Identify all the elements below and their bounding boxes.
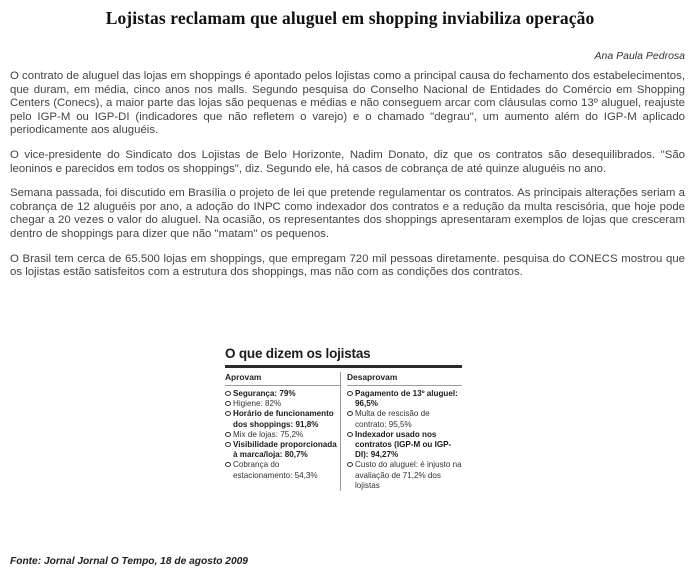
list-item — [225, 440, 340, 460]
source-credit: Fonte: Jornal Jornal O Tempo, 18 de agosto 2009 — [10, 556, 248, 567]
approve-column — [225, 372, 340, 491]
list-item — [347, 430, 462, 461]
list-item — [225, 399, 340, 409]
list-item-text: Mix de lojas: 75,2% — [233, 429, 304, 439]
bullet-icon — [347, 391, 353, 396]
list-item — [347, 460, 462, 491]
article-title: Lojistas reclamam que aluguel em shopping inviabiliza operação — [105, 8, 595, 28]
list-item-text: Cobrança do estacionamento: 54,3% — [233, 460, 318, 480]
bullet-icon — [225, 411, 231, 416]
author-byline: Ana Paula Pedrosa — [594, 50, 685, 62]
list-item — [225, 460, 340, 480]
bullet-icon — [225, 432, 231, 437]
approve-list — [225, 389, 340, 481]
bullet-icon — [225, 391, 231, 396]
bullet-icon — [347, 462, 353, 467]
bullet-icon — [225, 462, 231, 467]
list-item-text: Custo do aluguel: é injusto na avaliação de 71,2% dos lojistas — [355, 460, 462, 490]
list-item-text: Multa de rescisão de contrato: 95,5% — [355, 409, 430, 429]
bullet-icon — [225, 442, 231, 447]
list-item — [225, 389, 340, 399]
list-item-text: Horário de funcionamento dos shoppings: 91,8% — [233, 409, 334, 429]
disapprove-heading: Desaprovam — [347, 372, 462, 386]
infographic — [225, 345, 462, 523]
paragraph: O contrato de aluguel das lojas em shoppings é apontado pelos lojistas como a principal causa do fechamento dos estabelecimentos, que duram, em média, cinco anos nos malls. Segundo pesquisa do Conselho Nacional de Entidades do Comércio em Shopping Centers (Conecs), a maior parte das lojas são pequenas e médias e não conseguem arcar com cláusulas como 13º aluguel, reajuste pelo IGP-M ou IGP-DI (indicadores que não refletem o varejo) e o chamado "degrau", um aumento além do IGP-M aplicado periodicamente aos aluguéis. — [10, 70, 685, 137]
list-item-text: Higiene: 82% — [233, 399, 282, 409]
list-item — [347, 389, 462, 409]
divider — [225, 365, 462, 368]
list-item-text: Pagamento de 13º aluguel: 96,5% — [355, 389, 458, 409]
bullet-icon — [347, 411, 353, 416]
bullet-icon — [347, 432, 353, 437]
article-body — [10, 70, 685, 291]
approve-heading: Aprovam — [225, 372, 340, 386]
disapprove-list — [347, 389, 462, 491]
list-item — [225, 409, 340, 429]
paragraph: Semana passada, foi discutido em Brasília o projeto de lei que pretende regulamentar os contratos. As principais alterações seriam a cobrança de 12 aluguéis por ano, a adoção do INPC como indexador dos contratos e a redução da multa rescisória, que hoje pode chegar a 20 vezes o valor do aluguel. Na ocasião, os representantes dos shoppings apresentaram exemplos de lojas que cresceram dentro de shoppings para dizer que não "matam" os pequenos. — [10, 187, 685, 240]
list-item — [225, 430, 340, 440]
list-item-text: Segurança: 79% — [233, 389, 296, 398]
paragraph: O vice-presidente do Sindicato dos Lojistas de Belo Horizonte, Nadim Donato, diz que os contratos são desequilibrados. "São leoninos e parecidos em todos os shoppings", diz. Segundo ele, há casos de cobrança de até quinze aluguéis no ano. — [10, 148, 685, 175]
paragraph: O Brasil tem cerca de 65.500 lojas em shoppings, que empregam 720 mil pessoas diretamente. pesquisa do CONECS mostrou que os lojistas estão satisfeitos com a estrutura dos shoppings, mas não com as condições dos contratos. — [10, 252, 685, 279]
bullet-icon — [225, 401, 231, 406]
list-item-text: Indexador usado nos contratos (IGP-M ou IGP-DI): 94,27% — [355, 429, 452, 460]
list-item-text: Visibilidade proporcionada à marca/loja: 80,7% — [233, 440, 337, 460]
list-item — [347, 409, 462, 429]
infographic-title: O que dizem os lojistas — [225, 346, 371, 361]
disapprove-column — [340, 372, 462, 491]
